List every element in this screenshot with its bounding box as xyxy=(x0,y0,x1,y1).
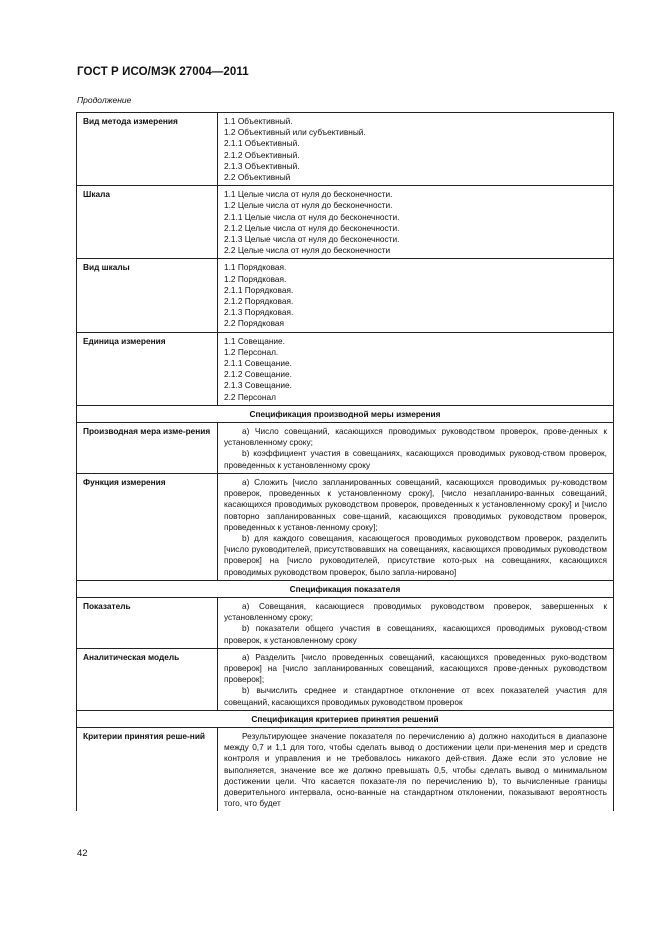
list-item: 2.1.2 Объективный. xyxy=(224,149,300,160)
page-number: 42 xyxy=(77,848,88,859)
paragraph: a) Разделить [число проведенных совещаний, касающихся проведенных руко-водством проверок] на [число запланированных совещаний, касающихся прове-денных руководством проверок]; xyxy=(224,651,607,685)
section-heading: Спецификация критериев принятия решений xyxy=(77,710,614,727)
row-label: Функция измерения xyxy=(77,473,218,580)
table-row-indicator xyxy=(77,597,614,648)
list-item: 1.2 Целые числа от нуля до бесконечности. xyxy=(224,200,393,211)
table-row-scale xyxy=(77,186,614,259)
continuation-label: Продолжение xyxy=(77,95,132,105)
list-item: 2.2 Персонал xyxy=(224,391,276,402)
paragraph: b) для каждого совещания, касающегося проводимых руководством проверок, разделить [число руководителей, присутствовавших на совещаниях, касающихся проводимых руководством проверок] на [число руководителей, присутствие кото-рых на совещаниях, касающихся проводимых руководством проверок, было запла-нировано] xyxy=(224,532,607,577)
list-item: 1.1 Объективный. xyxy=(224,116,293,126)
table-row-unit xyxy=(77,332,614,405)
list-item: 1.2 Персонал. xyxy=(224,346,279,357)
section-row-derived xyxy=(77,405,614,422)
row-value-list xyxy=(218,332,614,405)
list-item: 1.2 Порядковая. xyxy=(224,273,287,284)
list-item: 2.1.1 Порядковая. xyxy=(224,284,294,295)
row-label: Вид шкалы xyxy=(77,259,218,332)
row-label: Производная мера изме-рения xyxy=(77,423,218,474)
section-row-criteria xyxy=(77,710,614,727)
table-row-derived-measure xyxy=(77,423,614,474)
row-label: Показатель xyxy=(77,597,218,648)
list-item: 2.2 Целые числа от нуля до бесконечности xyxy=(224,245,391,256)
paragraph: b) вычислить среднее и стандартное отклонение от всех показателей участия для совещаний, касающихся проводимых руководством проверок xyxy=(224,685,607,707)
paragraph: a) Совещания, касающиеся проводимых руководством проверок, завершенных к установленному сроку; xyxy=(224,600,607,623)
row-label: Аналитическая модель xyxy=(77,648,218,710)
row-value-list xyxy=(218,186,614,259)
row-value-text xyxy=(218,727,614,811)
list-item: 1.1 Целые числа от нуля до бесконечности. xyxy=(224,189,393,200)
list-item: 2.1.1 Совещание. xyxy=(224,358,292,369)
paragraph: a) Число совещаний, касающихся проводимых руководством проверок, прове-денных к установленному сроку; xyxy=(224,426,607,448)
row-value-text xyxy=(218,473,614,580)
section-row-indicator xyxy=(77,580,614,597)
paragraph: Результирующее значение показателя по перечислению а) должно находиться в диапазоне между 0,7 и 1,1 для того, чтобы сделать вывод о достижении цели при-менения мер и средств контроля и управления и не требовалось никакого дей-ствия. Даже если это условие не выполняется, значение все же должно превышать 0,5, чтобы сделать вывод о минимальном достижении цели. Что касается показате-ля по перечислению b), то вычисленные границы доверительного интервала, осно-ванные на стандартном отклонении, показывают вероятность того, что будет xyxy=(224,730,607,809)
row-label: Единица измерения xyxy=(77,332,218,405)
list-item: 2.1.3 Совещание. xyxy=(224,380,292,391)
paragraph: b) коэффициент участия в совещаниях, касающихся проводимых руковод-ством проверок, проведенных к установленному сроку xyxy=(224,448,607,470)
row-label: Шкала xyxy=(77,186,218,259)
row-value-text xyxy=(218,597,614,648)
list-item: 2.1.2 Целые числа от нуля до бесконечности. xyxy=(224,222,400,233)
list-item: 1.1 Совещание. xyxy=(224,335,285,346)
row-value-list xyxy=(218,259,614,332)
list-item: 2.1.2 Порядковая. xyxy=(224,296,294,307)
row-value-text xyxy=(218,648,614,710)
row-label: Критерии принятия реше-ний xyxy=(77,727,218,811)
table-row-analytical-model xyxy=(77,648,614,710)
list-item: 2.1.3 Объективный. xyxy=(224,160,300,171)
list-item: 2.1.1 Объективный. xyxy=(224,138,300,149)
document-header: ГОСТ Р ИСО/МЭК 27004—2011 xyxy=(77,66,249,78)
list-item: 2.1.3 Порядковая. xyxy=(224,307,294,318)
list-item: 2.2 Порядковая xyxy=(224,318,285,329)
list-item: 1.2 Объективный или субъективный. xyxy=(224,127,366,138)
list-item: 2.1.2 Совещание. xyxy=(224,369,292,380)
paragraph: a) Сложить [число запланированных совещаний, касающихся проводимых ру-ководством проверок, проведенных к установленному сроку], [число незапланиро-ванных совещаний, касающихся проводимых руководством проверок, проведенных к установленному сроку] и [число повторно запланированных сове-щаний, касающихся проводимых руководством проверок, проведенных к установ-ленному сроку]; xyxy=(224,476,607,532)
section-heading: Спецификация показателя xyxy=(77,580,614,597)
specification-table xyxy=(76,112,614,811)
paragraph: b) показатели общего участия в совещаниях, касающихся проводимых руковод-ством проверок, к установленному сроку xyxy=(224,623,607,645)
list-item: 2.2 Объективный xyxy=(224,172,291,183)
section-heading: Спецификация производной меры измерения xyxy=(77,405,614,422)
row-value-text xyxy=(218,423,614,474)
table-row-scale-type xyxy=(77,259,614,332)
list-item: 1.1 Порядковая. xyxy=(224,262,287,273)
table-row-decision-criteria xyxy=(77,727,614,811)
row-label: Вид метода измерения xyxy=(77,113,218,186)
list-item: 2.1.1 Целые числа от нуля до бесконечности. xyxy=(224,211,400,222)
row-value-list xyxy=(218,113,614,186)
table-row-measurement-function xyxy=(77,473,614,580)
table-row-method-type xyxy=(77,113,614,186)
list-item: 2.1.3 Целые числа от нуля до бесконечности. xyxy=(224,234,400,245)
